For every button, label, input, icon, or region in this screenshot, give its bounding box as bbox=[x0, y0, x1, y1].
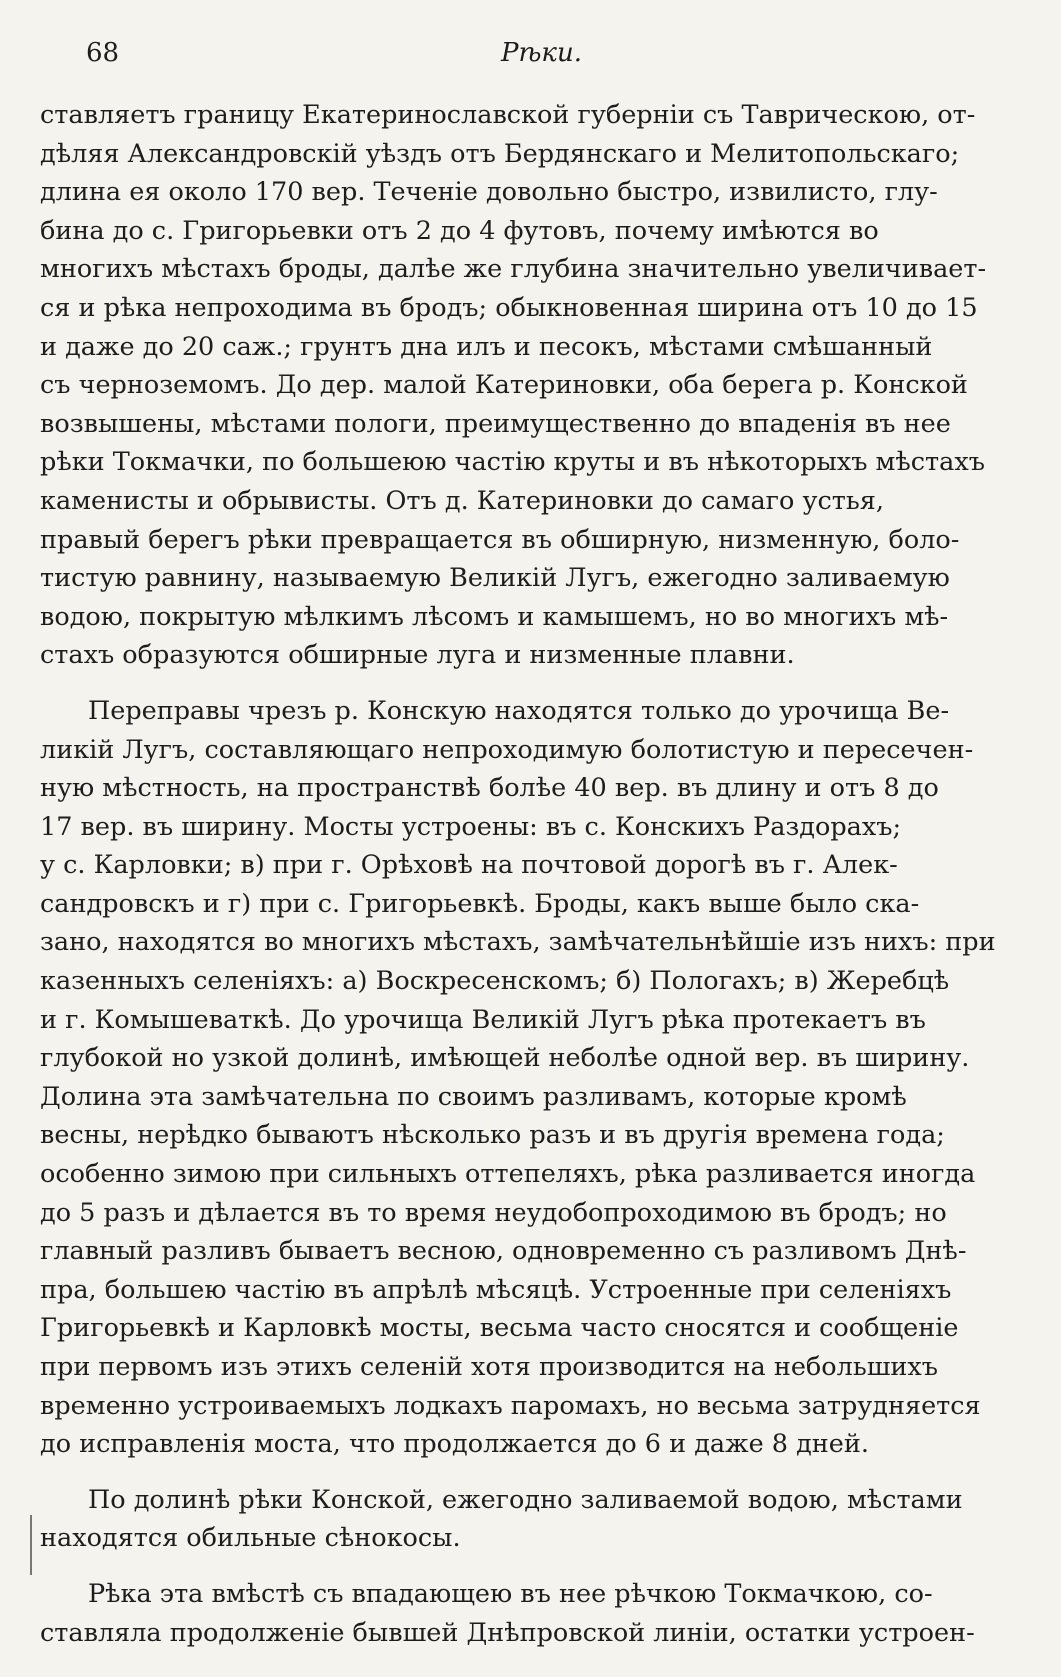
text-line: при первомъ изъ этихъ селеній хотя производится на небольшихъ bbox=[40, 1352, 939, 1382]
text-line: бина до с. Григорьевки отъ 2 до 4 футовъ, почему имѣются во bbox=[40, 215, 879, 246]
text-line: 17 вер. въ ширину. Мосты устроены: въ с. Конскихъ Раздорахъ; bbox=[40, 811, 902, 842]
text-line: сандровскъ и г) при с. Григорьевкѣ. Броды, какъ выше было ска- bbox=[40, 888, 920, 919]
text-line: многихъ мѣстахъ броды, далѣе же глубина значительно увеличивает- bbox=[40, 254, 987, 285]
text-line: ную мѣстность, на пространствѣ болѣе 40 вер. въ длину и отъ 8 до bbox=[40, 773, 939, 804]
text-line: весны, нерѣдко бываютъ нѣсколько разъ и въ другія времена года; bbox=[40, 1120, 945, 1151]
text-line: водою, покрытую мѣлкимъ лѣсомъ и камышемъ, но во многихъ мѣ- bbox=[40, 601, 949, 632]
text-line: съ черноземомъ. До дер. малой Катериновки, оба берега р. Конской bbox=[40, 370, 968, 401]
text-line: глубокой но узкой долинѣ, имѣющей неболѣе одной вер. въ ширину. bbox=[40, 1043, 970, 1074]
paragraph bbox=[40, 1575, 1030, 1652]
text-line: рѣки Токмачки, по большеюю частію круты и въ нѣкоторыхъ мѣстахъ bbox=[40, 447, 985, 478]
text-line: Рѣка эта вмѣстѣ съ впадающею въ нее рѣчкою Токмачкою, со- bbox=[88, 1578, 933, 1609]
paragraph bbox=[40, 96, 1030, 675]
text-line: длина ея около 170 вер. Теченіе довольно быстро, извилисто, глу- bbox=[40, 177, 938, 208]
text-line: ся и рѣка непроходима въ бродъ; обыкновенная ширина отъ 10 до 15 bbox=[40, 292, 978, 323]
page-number: 68 bbox=[86, 38, 120, 68]
text-line: правый берегъ рѣки превращается въ обширную, низменную, боло- bbox=[40, 524, 960, 555]
text-line: каменисты и обрывисты. Отъ д. Катериновки до самаго устья, bbox=[40, 485, 884, 516]
text-line: и даже до 20 саж.; грунтъ дна илъ и песокъ, мѣстами смѣшанный bbox=[40, 331, 933, 362]
text-line: Григорьевкѣ и Карловкѣ мосты, весьма часто сносятся и сообщеніе bbox=[40, 1313, 959, 1344]
text-line: По долинѣ рѣки Конской, ежегодно заливаемой водою, мѣстами bbox=[88, 1484, 963, 1515]
text-line: тистую равнину, называемую Великій Лугъ, ежегодно заливаемую bbox=[40, 563, 950, 594]
page-header bbox=[86, 38, 986, 78]
text-line: находятся обильные сѣнокосы. bbox=[40, 1523, 461, 1554]
text-line: Долина эта замѣчательна по своимъ разливамъ, которые кромѣ bbox=[40, 1081, 907, 1112]
text-line: у с. Карловки; в) при г. Орѣховѣ на почтовой дорогѣ въ г. Алек- bbox=[40, 850, 898, 881]
text-line: и г. Комышеваткѣ. До урочища Великій Лугъ рѣка протекаетъ въ bbox=[40, 1004, 926, 1035]
text-line: возвышены, мѣстами пологи, преимущественно до впаденія въ нее bbox=[40, 408, 951, 439]
margin-mark bbox=[30, 1515, 32, 1575]
text-line: казенныхъ селеніяхъ: а) Воскресенскомъ; б) Пологахъ; в) Жеребцѣ bbox=[40, 966, 950, 997]
paragraph bbox=[40, 692, 1030, 1464]
body-text bbox=[40, 96, 1030, 1652]
text-line: дѣляя Александровскій уѣздъ отъ Бердянскаго и Мелитопольскаго; bbox=[40, 138, 960, 169]
text-line: Переправы чрезъ р. Конскую находятся только до урочища Ве- bbox=[88, 695, 950, 726]
text-line: особенно зимою при сильныхъ оттепеляхъ, рѣка разливается иногда bbox=[40, 1159, 976, 1190]
text-line: главный разливъ бываетъ весною, одновременно съ разливомъ Днѣ- bbox=[40, 1236, 967, 1267]
text-line: стахъ образуются обширные луга и низменные плавни. bbox=[40, 640, 795, 671]
text-line: ставляетъ границу Екатеринославской губерніи съ Таврическою, от- bbox=[40, 100, 976, 130]
text-line: зано, находятся во многихъ мѣстахъ, замѣчательнѣйшіе изъ нихъ: при bbox=[40, 927, 996, 958]
text-line: ставляла продолженіе бывшей Днѣпровской линіи, остатки устроен- bbox=[40, 1617, 975, 1648]
text-line: ликій Лугъ, составляющаго непроходимую болотистую и пересечен- bbox=[40, 734, 974, 765]
running-title: Рѣки. bbox=[501, 38, 582, 68]
text-line: до 5 разъ и дѣлается въ то время неудобопроходимою въ бродъ; но bbox=[40, 1197, 947, 1228]
paragraph bbox=[40, 1481, 1030, 1558]
text-line: до исправленія моста, что продолжается до 6 и даже 8 дней. bbox=[40, 1429, 869, 1460]
text-line: временно устроиваемыхъ лодкахъ паромахъ, но весьма затрудняется bbox=[40, 1390, 981, 1421]
text-line: пра, большею частію въ апрѣлѣ мѣсяцѣ. Устроенные при селеніяхъ bbox=[40, 1274, 952, 1305]
